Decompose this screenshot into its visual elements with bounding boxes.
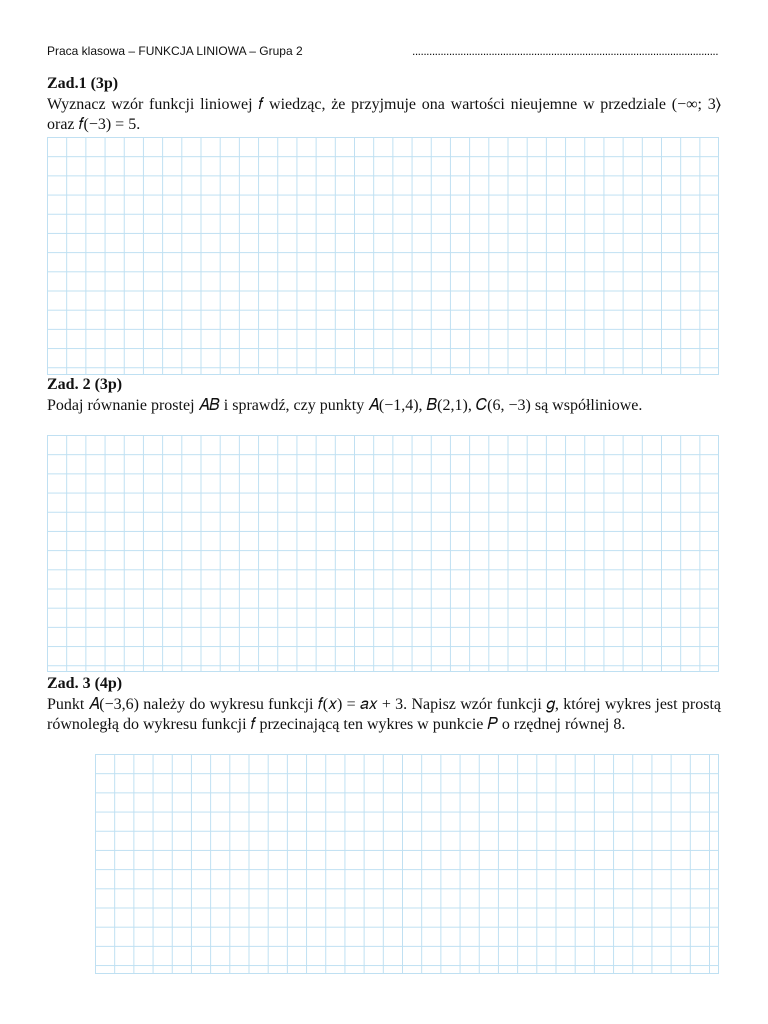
task-3-title: Zad. 3 (4p) bbox=[47, 675, 123, 692]
task-2-text: Podaj równanie prostej 𝐴𝐵 i sprawdź, czy punkty 𝐴(−1,4), 𝐵(2,1), 𝐶(6, −3) są współliniowe. bbox=[47, 397, 643, 414]
task-3-text: Punkt 𝐴(−3,6) należy do wykresu funkcji 𝑓(𝑥) = 𝑎𝑥 + 3. Napisz wzór funkcji 𝑔, której wykres jest prostą równoległą do wykresu funkcji 𝑓 przecinającą ten wykres w punkcie 𝑃 o rzędnej równej 8. bbox=[47, 696, 721, 733]
task-2-title: Zad. 2 (3p) bbox=[47, 376, 123, 393]
name-line: ............................................................................................................ bbox=[412, 44, 719, 58]
task-1-answer-grid[interactable] bbox=[47, 137, 719, 375]
task-1-title: Zad.1 (3p) bbox=[47, 75, 119, 92]
task-3-answer-grid[interactable] bbox=[95, 754, 719, 974]
header-title: Praca klasowa – FUNKCJA LINIOWA – Grupa 2 bbox=[47, 44, 303, 58]
task-2-answer-grid[interactable] bbox=[47, 435, 719, 672]
task-1-text: Wyznacz wzór funkcji liniowej 𝑓 wiedząc, że przyjmuje ona wartości nieujemne w przedziale (−∞; 3⟩ oraz 𝑓(−3) = 5. bbox=[47, 96, 721, 133]
